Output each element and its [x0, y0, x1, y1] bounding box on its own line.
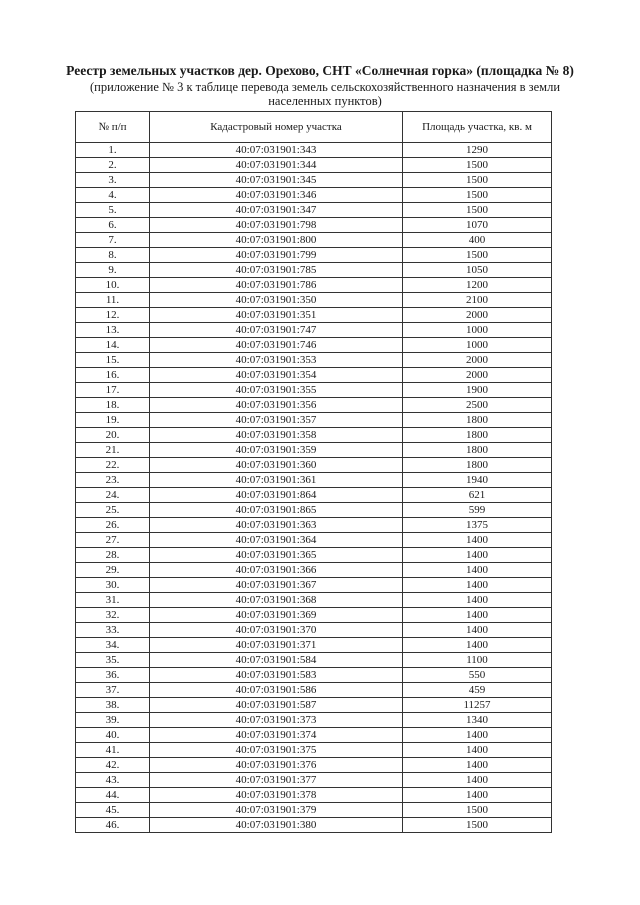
cell-cadastral-number: 40:07:031901:379 — [150, 803, 403, 818]
table-row — [76, 233, 552, 248]
document-subtitle: (приложение № 3 к таблице перевода земель сельскохозяйственного назначения в земли населенных пунктов) — [89, 80, 561, 108]
cell-area: 1500 — [403, 158, 552, 173]
cell-area: 599 — [403, 503, 552, 518]
cell-cadastral-number: 40:07:031901:865 — [150, 503, 403, 518]
cell-cadastral-number: 40:07:031901:350 — [150, 293, 403, 308]
cell-number: 5. — [76, 203, 150, 218]
cell-number: 7. — [76, 233, 150, 248]
cell-cadastral-number: 40:07:031901:365 — [150, 548, 403, 563]
cell-number: 44. — [76, 788, 150, 803]
cell-area: 1200 — [403, 278, 552, 293]
cell-cadastral-number: 40:07:031901:586 — [150, 683, 403, 698]
cell-cadastral-number: 40:07:031901:363 — [150, 518, 403, 533]
table-row — [76, 758, 552, 773]
table-row — [76, 143, 552, 158]
cell-area: 1800 — [403, 428, 552, 443]
cell-area: 1500 — [403, 173, 552, 188]
table-row — [76, 473, 552, 488]
cell-number: 25. — [76, 503, 150, 518]
cell-number: 8. — [76, 248, 150, 263]
land-plots-table — [75, 111, 552, 833]
document-title: Реестр земельных участков дер. Орехово, СНТ «Солнечная горка» (площадка № 8) — [66, 63, 574, 78]
table-row — [76, 218, 552, 233]
cell-area: 400 — [403, 233, 552, 248]
table-row — [76, 788, 552, 803]
table-row — [76, 638, 552, 653]
table-row — [76, 248, 552, 263]
cell-area: 1000 — [403, 323, 552, 338]
table-row — [76, 743, 552, 758]
table-row — [76, 488, 552, 503]
table-row — [76, 308, 552, 323]
cell-cadastral-number: 40:07:031901:351 — [150, 308, 403, 323]
cell-area: 1290 — [403, 143, 552, 158]
cell-area: 1400 — [403, 773, 552, 788]
table-row — [76, 353, 552, 368]
cell-number: 16. — [76, 368, 150, 383]
table-row — [76, 158, 552, 173]
table-row — [76, 278, 552, 293]
cell-cadastral-number: 40:07:031901:356 — [150, 398, 403, 413]
cell-cadastral-number: 40:07:031901:343 — [150, 143, 403, 158]
table-row — [76, 413, 552, 428]
cell-number: 27. — [76, 533, 150, 548]
cell-cadastral-number: 40:07:031901:584 — [150, 653, 403, 668]
header-area: Площадь участка, кв. м — [403, 112, 552, 143]
cell-area: 2000 — [403, 368, 552, 383]
cell-number: 20. — [76, 428, 150, 443]
cell-cadastral-number: 40:07:031901:786 — [150, 278, 403, 293]
cell-area: 1400 — [403, 593, 552, 608]
cell-cadastral-number: 40:07:031901:378 — [150, 788, 403, 803]
cell-cadastral-number: 40:07:031901:374 — [150, 728, 403, 743]
table-row — [76, 188, 552, 203]
cell-number: 30. — [76, 578, 150, 593]
cell-number: 41. — [76, 743, 150, 758]
cell-number: 26. — [76, 518, 150, 533]
cell-cadastral-number: 40:07:031901:347 — [150, 203, 403, 218]
cell-number: 17. — [76, 383, 150, 398]
cell-area: 2500 — [403, 398, 552, 413]
cell-number: 46. — [76, 818, 150, 833]
table-row — [76, 263, 552, 278]
cell-number: 1. — [76, 143, 150, 158]
table-row — [76, 338, 552, 353]
cell-cadastral-number: 40:07:031901:357 — [150, 413, 403, 428]
table-row — [76, 773, 552, 788]
cell-number: 42. — [76, 758, 150, 773]
table-row — [76, 458, 552, 473]
cell-cadastral-number: 40:07:031901:380 — [150, 818, 403, 833]
cell-cadastral-number: 40:07:031901:364 — [150, 533, 403, 548]
cell-area: 550 — [403, 668, 552, 683]
cell-number: 6. — [76, 218, 150, 233]
cell-number: 23. — [76, 473, 150, 488]
cell-area: 1400 — [403, 563, 552, 578]
table-body — [76, 143, 552, 833]
table-row — [76, 323, 552, 338]
table-row — [76, 578, 552, 593]
table-row — [76, 398, 552, 413]
cell-area: 1900 — [403, 383, 552, 398]
cell-cadastral-number: 40:07:031901:360 — [150, 458, 403, 473]
cell-cadastral-number: 40:07:031901:864 — [150, 488, 403, 503]
table-row — [76, 518, 552, 533]
table-row — [76, 653, 552, 668]
cell-cadastral-number: 40:07:031901:344 — [150, 158, 403, 173]
cell-number: 37. — [76, 683, 150, 698]
table-header-row — [76, 112, 552, 143]
cell-cadastral-number: 40:07:031901:368 — [150, 593, 403, 608]
cell-cadastral-number: 40:07:031901:353 — [150, 353, 403, 368]
cell-number: 32. — [76, 608, 150, 623]
cell-cadastral-number: 40:07:031901:583 — [150, 668, 403, 683]
cell-cadastral-number: 40:07:031901:373 — [150, 713, 403, 728]
cell-number: 12. — [76, 308, 150, 323]
cell-cadastral-number: 40:07:031901:359 — [150, 443, 403, 458]
cell-area: 1800 — [403, 458, 552, 473]
cell-number: 4. — [76, 188, 150, 203]
cell-cadastral-number: 40:07:031901:375 — [150, 743, 403, 758]
cell-number: 39. — [76, 713, 150, 728]
cell-cadastral-number: 40:07:031901:355 — [150, 383, 403, 398]
table-row — [76, 623, 552, 638]
cell-area: 1400 — [403, 533, 552, 548]
table-row — [76, 563, 552, 578]
cell-number: 35. — [76, 653, 150, 668]
cell-cadastral-number: 40:07:031901:376 — [150, 758, 403, 773]
cell-area: 2000 — [403, 308, 552, 323]
table-row — [76, 533, 552, 548]
cell-number: 29. — [76, 563, 150, 578]
cell-area: 1400 — [403, 638, 552, 653]
cell-cadastral-number: 40:07:031901:367 — [150, 578, 403, 593]
cell-number: 34. — [76, 638, 150, 653]
cell-cadastral-number: 40:07:031901:747 — [150, 323, 403, 338]
table-row — [76, 698, 552, 713]
cell-cadastral-number: 40:07:031901:798 — [150, 218, 403, 233]
cell-area: 1400 — [403, 728, 552, 743]
cell-number: 15. — [76, 353, 150, 368]
cell-number: 3. — [76, 173, 150, 188]
table-row — [76, 803, 552, 818]
cell-area: 1340 — [403, 713, 552, 728]
table-row — [76, 443, 552, 458]
table-row — [76, 293, 552, 308]
cell-area: 1400 — [403, 623, 552, 638]
cell-number: 21. — [76, 443, 150, 458]
cell-number: 24. — [76, 488, 150, 503]
cell-cadastral-number: 40:07:031901:799 — [150, 248, 403, 263]
table-row — [76, 383, 552, 398]
cell-cadastral-number: 40:07:031901:800 — [150, 233, 403, 248]
cell-area: 1400 — [403, 743, 552, 758]
cell-cadastral-number: 40:07:031901:785 — [150, 263, 403, 278]
table-row — [76, 728, 552, 743]
cell-cadastral-number: 40:07:031901:746 — [150, 338, 403, 353]
table-row — [76, 668, 552, 683]
table-row — [76, 683, 552, 698]
table-row — [76, 713, 552, 728]
cell-area: 1500 — [403, 818, 552, 833]
cell-cadastral-number: 40:07:031901:369 — [150, 608, 403, 623]
cell-number: 33. — [76, 623, 150, 638]
cell-area: 1500 — [403, 203, 552, 218]
table-row — [76, 548, 552, 563]
table-row — [76, 368, 552, 383]
cell-cadastral-number: 40:07:031901:377 — [150, 773, 403, 788]
cell-number: 38. — [76, 698, 150, 713]
cell-area: 1500 — [403, 248, 552, 263]
table-row — [76, 608, 552, 623]
cell-area: 1500 — [403, 803, 552, 818]
cell-area: 1940 — [403, 473, 552, 488]
cell-area: 1400 — [403, 788, 552, 803]
cell-number: 31. — [76, 593, 150, 608]
table-row — [76, 203, 552, 218]
table-row — [76, 173, 552, 188]
header-number: № п/п — [76, 112, 150, 143]
cell-area: 621 — [403, 488, 552, 503]
cell-area: 1400 — [403, 578, 552, 593]
cell-cadastral-number: 40:07:031901:370 — [150, 623, 403, 638]
cell-area: 2100 — [403, 293, 552, 308]
cell-area: 1400 — [403, 608, 552, 623]
cell-cadastral-number: 40:07:031901:371 — [150, 638, 403, 653]
cell-area: 459 — [403, 683, 552, 698]
cell-cadastral-number: 40:07:031901:366 — [150, 563, 403, 578]
cell-number: 13. — [76, 323, 150, 338]
header-cadastral-number: Кадастровый номер участка — [150, 112, 403, 143]
cell-area: 1375 — [403, 518, 552, 533]
cell-number: 10. — [76, 278, 150, 293]
cell-number: 11. — [76, 293, 150, 308]
cell-area: 1100 — [403, 653, 552, 668]
cell-cadastral-number: 40:07:031901:346 — [150, 188, 403, 203]
table-row — [76, 593, 552, 608]
table-row — [76, 818, 552, 833]
cell-area: 2000 — [403, 353, 552, 368]
table-row — [76, 503, 552, 518]
cell-cadastral-number: 40:07:031901:361 — [150, 473, 403, 488]
cell-number: 14. — [76, 338, 150, 353]
cell-area: 1800 — [403, 413, 552, 428]
cell-cadastral-number: 40:07:031901:358 — [150, 428, 403, 443]
cell-number: 28. — [76, 548, 150, 563]
cell-area: 1070 — [403, 218, 552, 233]
cell-cadastral-number: 40:07:031901:345 — [150, 173, 403, 188]
cell-area: 1000 — [403, 338, 552, 353]
cell-area: 1400 — [403, 548, 552, 563]
cell-area: 1050 — [403, 263, 552, 278]
cell-cadastral-number: 40:07:031901:354 — [150, 368, 403, 383]
cell-number: 2. — [76, 158, 150, 173]
cell-cadastral-number: 40:07:031901:587 — [150, 698, 403, 713]
cell-number: 9. — [76, 263, 150, 278]
cell-number: 40. — [76, 728, 150, 743]
cell-number: 45. — [76, 803, 150, 818]
cell-area: 1400 — [403, 758, 552, 773]
cell-number: 18. — [76, 398, 150, 413]
cell-number: 19. — [76, 413, 150, 428]
cell-number: 22. — [76, 458, 150, 473]
cell-area: 1500 — [403, 188, 552, 203]
cell-number: 36. — [76, 668, 150, 683]
table-row — [76, 428, 552, 443]
cell-area: 1800 — [403, 443, 552, 458]
cell-number: 43. — [76, 773, 150, 788]
cell-area: 11257 — [403, 698, 552, 713]
